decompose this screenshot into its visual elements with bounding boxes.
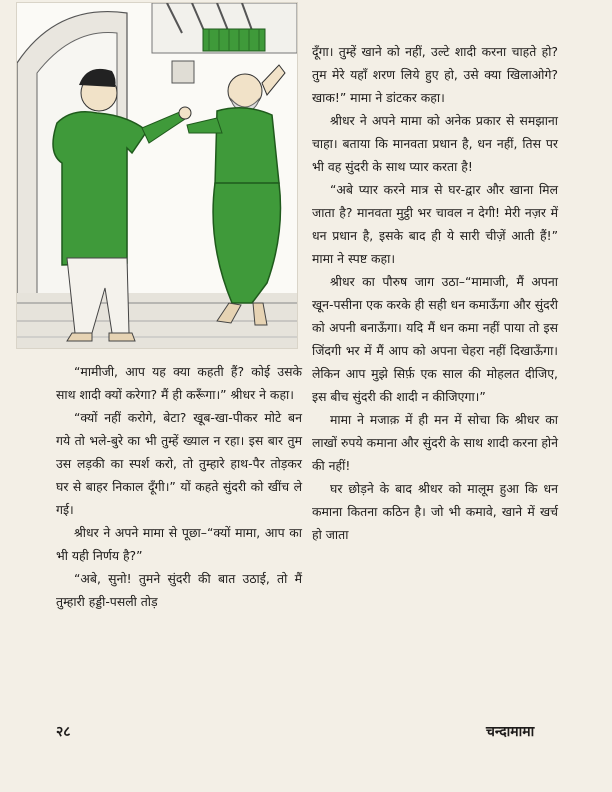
right-paragraph-2: “अबे प्यार करने मात्र से घर-द्वार और खाना मिल जाता है? मानवता मुट्ठी भर चावल न देगी! मेरी नज़र में धन प्रधान है, इसके बाद ही ये सारी चीज़ें आती हैं!” मामा ने स्पष्ट कहा। [312, 182, 558, 266]
left-text-column [56, 360, 302, 613]
right-paragraph-5: घर छोड़ने के बाद श्रीधर को मालूम हुआ कि धन कमाना कितना कठिन है। जो भी कमावे, खाने में खर्च हो जाता [312, 481, 558, 542]
left-paragraph-1: “मामीजी, आप यह क्या कहती हैं? कोई उसके साथ शादी क्यों करेगा? मैं ही करूँगा।” श्रीधर ने कहा। [56, 364, 302, 402]
right-paragraph-4: मामा ने मजाक़ में ही मन में सोचा कि श्रीधर का लाखों रुपये कमाना और सुंदरी के साथ शादी करना होने की नहीं! [312, 412, 558, 473]
right-paragraph-1: श्रीधर ने अपने मामा को अनेक प्रकार से समझाना चाहा। बताया कि मानवता प्रधान है, धन नहीं, तिस पर भी वह सुंदरी के साथ प्यार करता है! [312, 113, 558, 174]
page-number: २८ [56, 724, 71, 740]
left-paragraph-3: श्रीधर ने अपने मामा से पूछा–“क्यों मामा, आप का भी यही निर्णय है?” [56, 525, 302, 563]
left-paragraph-2: “क्यों नहीं करोगे, बेटा? खूब-खा-पीकर मोटे बन गये तो भले-बुरे का भी तुम्हें ख्याल न रहा। इस बार तुम उस लड़की का स्पर्श करो, तो तुम्हारे हाथ-पैर तोड़कर घर से बाहर निकाल दूँगी।” यों कहते सुंदरी को खींच ले गई। [56, 410, 302, 517]
wall-window [172, 61, 194, 83]
left-paragraph-4: “अबे, सुनो! तुमने सुंदरी की बात उठाई, तो मैं तुम्हारी हड्डी-पसली तोड़ [56, 571, 302, 609]
right-continuation: दूँगा। तुम्हें खाने को नहीं, उल्टे शादी करना चाहते हो? तुम मेरे यहाँ शरण लिये हुए हो, उसे क्या खिलाओगे? खाक!” मामा ने डांटकर कहा। [312, 44, 558, 105]
right-text-column [312, 40, 558, 546]
green-curtain [203, 29, 265, 51]
right-paragraph-3: श्रीधर का पौरुष जाग उठा–“मामाजी, मैं अपना खून-पसीना एक करके ही सही धन कमाऊँगा और सुंदरी को अपनी बनाऊँगा। यदि मैं धन कमा नहीं पाया तो इस जिंदगी भर में मैं आप को अपना चेहरा नहीं दिखाऊँगा। लेकिन आप मुझे सिर्फ़ एक साल की मोहलत दीजिए, इस बीच सुंदरी की शादी न कीजिएगा।” [312, 274, 558, 404]
magazine-name: चन्दामामा [486, 724, 535, 740]
two-men-arguing-illustration [16, 2, 298, 349]
illustration-svg [17, 3, 297, 348]
